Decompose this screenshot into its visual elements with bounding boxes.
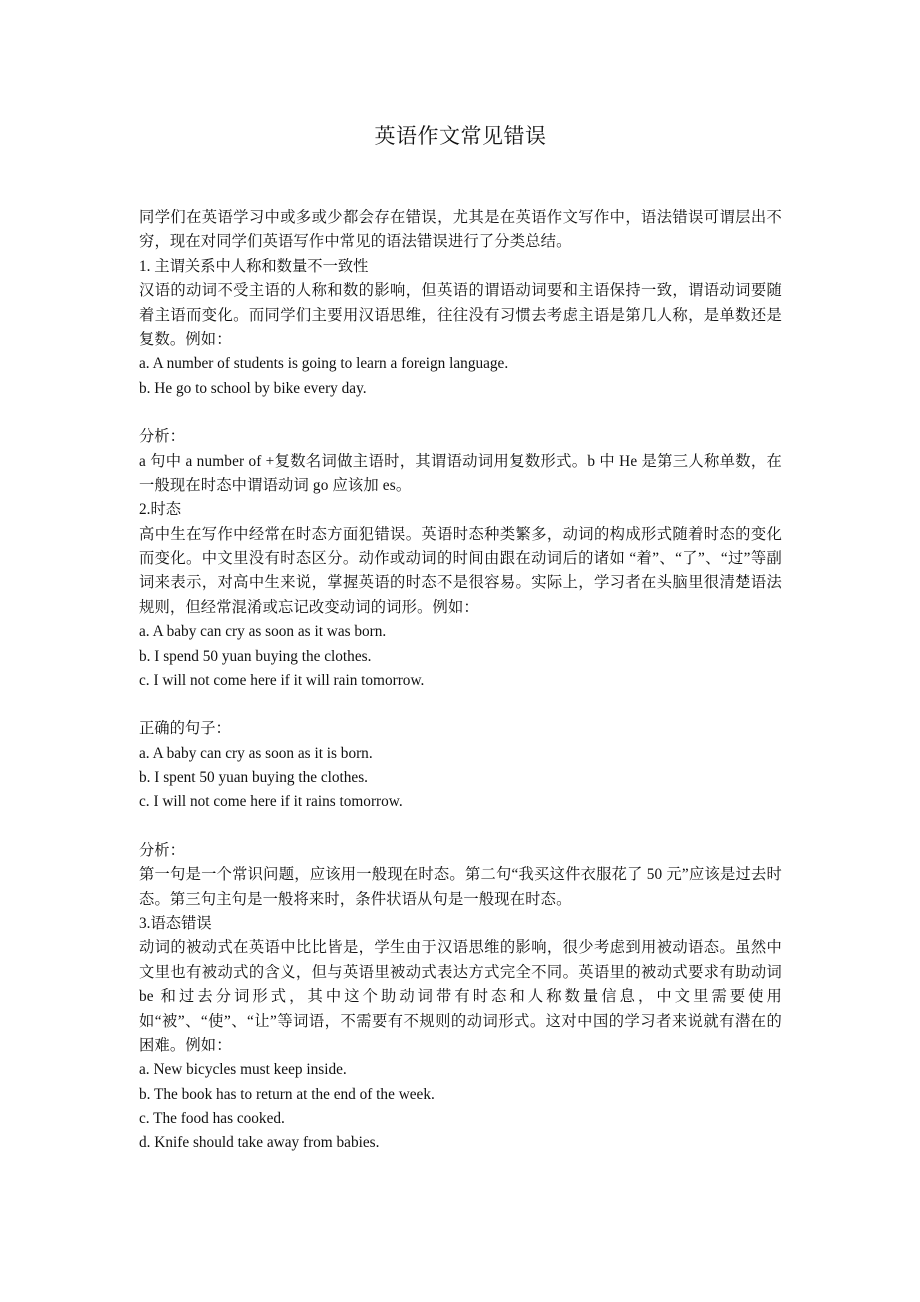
section-1-description: 汉语的动词不受主语的人称和数的影响，但英语的谓语动词要和主语保持一致，谓语动词要随着主语而变化。而同学们主要用汉语思维，往往没有习惯去考虑主语是第几人称，是单数还是复数。例如： [139, 282, 782, 348]
section-3-heading: 3.语态错误 [139, 915, 212, 933]
section-2-analysis-label: 分析： [139, 841, 185, 859]
section-2-analysis: 第一句是一个常识问题，应该用一般现在时态。第二句“我买这件衣服花了 50 元”应该是过去时态。第三句主句是一般将来时，条件状语从句是一般现在时态。 [139, 866, 782, 908]
section-3-example-b: b. The book has to return at the end of the week. [139, 1085, 435, 1103]
section-1-heading: 1. 主谓关系中人称和数量不一致性 [139, 257, 369, 275]
spacer [139, 401, 782, 425]
section-2-correct-c: c. I will not come here if it rains tomorrow. [139, 793, 403, 811]
section-2-description: 高中生在写作中经常在时态方面犯错误。英语时态种类繁多，动词的构成形式随着时态的变化而变化。中文里没有时态区分。动作或动词的时间由跟在动词后的诸如 “着”、“了”、“过”等副词来表示，对高中生来说，掌握英语的时态不是很容易。实际上，学习者在头脑里很清楚语法规则，但经常混淆或忘记改变动词的词形。例如： [139, 525, 782, 616]
section-3-example-c: c. The food has cooked. [139, 1109, 285, 1127]
spacer [139, 693, 782, 717]
intro-paragraph: 同学们在英语学习中或多或少都会存在错误，尤其是在英语作文写作中，语法错误可谓层出不穷，现在对同学们英语写作中常见的语法错误进行了分类总结。 [139, 209, 782, 251]
section-2-example-a: a. A baby can cry as soon as it was born. [139, 623, 387, 641]
section-1-example-b: b. He go to school by bike every day. [139, 379, 367, 397]
section-1-analysis-label: 分析： [139, 428, 185, 446]
section-3-example-a: a. New bicycles must keep inside. [139, 1061, 347, 1079]
section-2-correct-label: 正确的句子： [139, 720, 231, 738]
spacer [139, 815, 782, 839]
document-body [139, 206, 782, 1156]
section-2-example-c: c. I will not come here if it will rain tomorrow. [139, 671, 425, 689]
section-1-analysis: a 句中 a number of +复数名词做主语时，其谓语动词用复数形式。b 中 He 是第三人称单数，在一般现在时态中谓语动词 go 应该加 es。 [139, 452, 782, 494]
section-2-heading: 2.时态 [139, 501, 182, 519]
section-2-correct-a: a. A baby can cry as soon as it is born. [139, 744, 373, 762]
section-3-description: 动词的被动式在英语中比比皆是，学生由于汉语思维的影响，很少考虑到用被动语态。虽然中文里也有被动式的含义，但与英语里被动式表达方式完全不同。英语里的被动式要求有助动词 be 和过去分词形式，其中这个助动词带有时态和人称数量信息，中文里需要使用如“被”、“使”、“让”等词语，不需要有不规则的动词形式。这对中国的学习者来说就有潜在的困难。例如： [139, 939, 782, 1054]
section-3-example-d: d. Knife should take away from babies. [139, 1134, 380, 1152]
section-1-example-a: a. A number of students is going to learn a foreign language. [139, 355, 509, 373]
page-title: 英语作文常见错误 [374, 124, 547, 148]
section-2-correct-b: b. I spent 50 yuan buying the clothes. [139, 769, 368, 787]
section-2-example-b: b. I spend 50 yuan buying the clothes. [139, 647, 372, 665]
